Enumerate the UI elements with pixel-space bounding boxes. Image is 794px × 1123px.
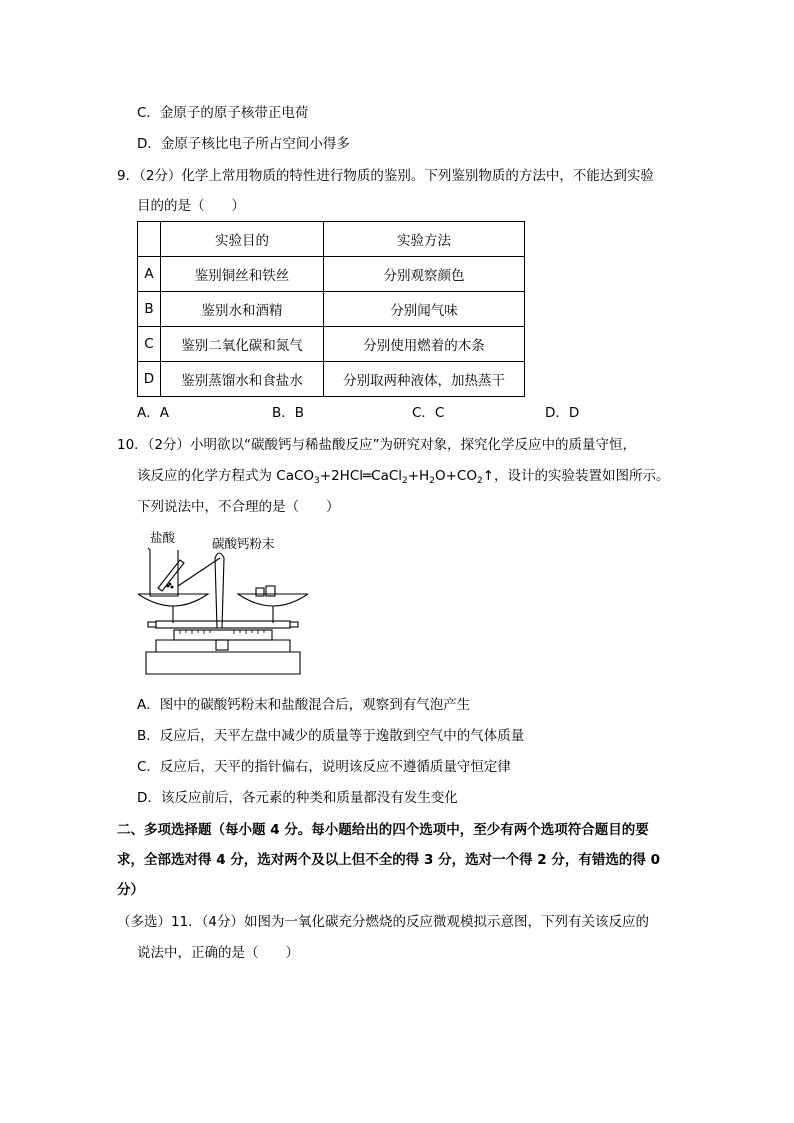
table-cell: 鉴别铜丝和铁丝 xyxy=(161,257,324,292)
q10-option-a: A．图中的碳酸钙粉末和盐酸混合后，观察到有气泡产生 xyxy=(137,697,471,713)
q8-option-d: D．金原子核比电子所占空间小得多 xyxy=(137,136,350,152)
q9-stem-line1: 9．（2分）化学上常用物质的特性进行物质的鉴别。下列鉴别物质的方法中，不能达到实验 xyxy=(117,168,654,184)
section2-heading-line2: 求，全部选对得 4 分，选对两个及以上但不全的得 3 分，选对一个得 2 分，有错选的得 0 xyxy=(117,852,660,868)
table-cell: 分别闻气味 xyxy=(324,292,525,327)
q8-option-c: C．金原子的原子核带正电荷 xyxy=(137,105,309,121)
section2-heading-line3: 分） xyxy=(117,882,144,898)
table-cell: 分别使用燃着的木条 xyxy=(324,327,525,362)
figure-label-powder: 碳酸钙粉末 xyxy=(212,536,275,551)
table-row xyxy=(138,257,525,292)
q10-option-d: D．该反应前后，各元素的种类和质量都没有发生变化 xyxy=(137,790,458,806)
table-header-cell: 实验目的 xyxy=(161,222,324,257)
table-header-cell: 实验方法 xyxy=(324,222,525,257)
figure-label-acid: 盐酸 xyxy=(150,530,176,545)
table-header-cell xyxy=(138,222,161,257)
q10-option-b: B．反应后，天平左盘中减少的质量等于逸散到空气中的气体质量 xyxy=(137,728,525,744)
q9-option-d: D．D xyxy=(545,405,580,421)
q9-table xyxy=(137,221,525,397)
table-cell: B xyxy=(138,292,161,327)
table-cell: 鉴别蒸馏水和食盐水 xyxy=(161,362,324,397)
table-cell: 分别取两种液体，加热蒸干 xyxy=(324,362,525,397)
table-row xyxy=(138,362,525,397)
q9-stem-line2: 目的的是（ ） xyxy=(137,198,245,214)
balance-apparatus-figure xyxy=(138,528,308,680)
table-cell: 鉴别水和酒精 xyxy=(161,292,324,327)
table-row xyxy=(138,327,525,362)
table-header-row xyxy=(138,222,525,257)
q10-option-c: C．反应后，天平的指针偏右，说明该反应不遵循质量守恒定律 xyxy=(137,759,511,775)
table-cell: A xyxy=(138,257,161,292)
q9-option-c: C．C xyxy=(412,405,445,421)
section2-heading-line1: 二、多项选择题（每小题 4 分。每小题给出的四个选项中，至少有两个选项符合题目的要 xyxy=(117,822,649,838)
table-cell: 鉴别二氧化碳和氮气 xyxy=(161,327,324,362)
q9-option-a: A．A xyxy=(137,405,169,421)
q11-stem-line2: 说法中，正确的是（ ） xyxy=(137,945,299,961)
table-cell: 分别观察颜色 xyxy=(324,257,525,292)
table-row xyxy=(138,292,525,327)
q10-stem-line1: 10．（2分）小明欲以“碳酸钙与稀盐酸反应”为研究对象，探究化学反应中的质量守恒， xyxy=(117,437,637,453)
q11-stem-line1: （多选）11．（4分）如图为一氧化碳充分燃烧的反应微观模拟示意图，下列有关该反应的 xyxy=(117,914,650,930)
table-cell: C xyxy=(138,327,161,362)
table-cell: D xyxy=(138,362,161,397)
q10-stem-line2: 该反应的化学方程式为 $CaCO_3+2HCl═CaCl_2+H_2O+CO_2↑$，设计的实验装置如图所示。 xyxy=(137,468,670,486)
q9-option-b: B．B xyxy=(272,405,305,421)
q10-stem-line3: 下列说法中，不合理的是（ ） xyxy=(137,499,340,515)
